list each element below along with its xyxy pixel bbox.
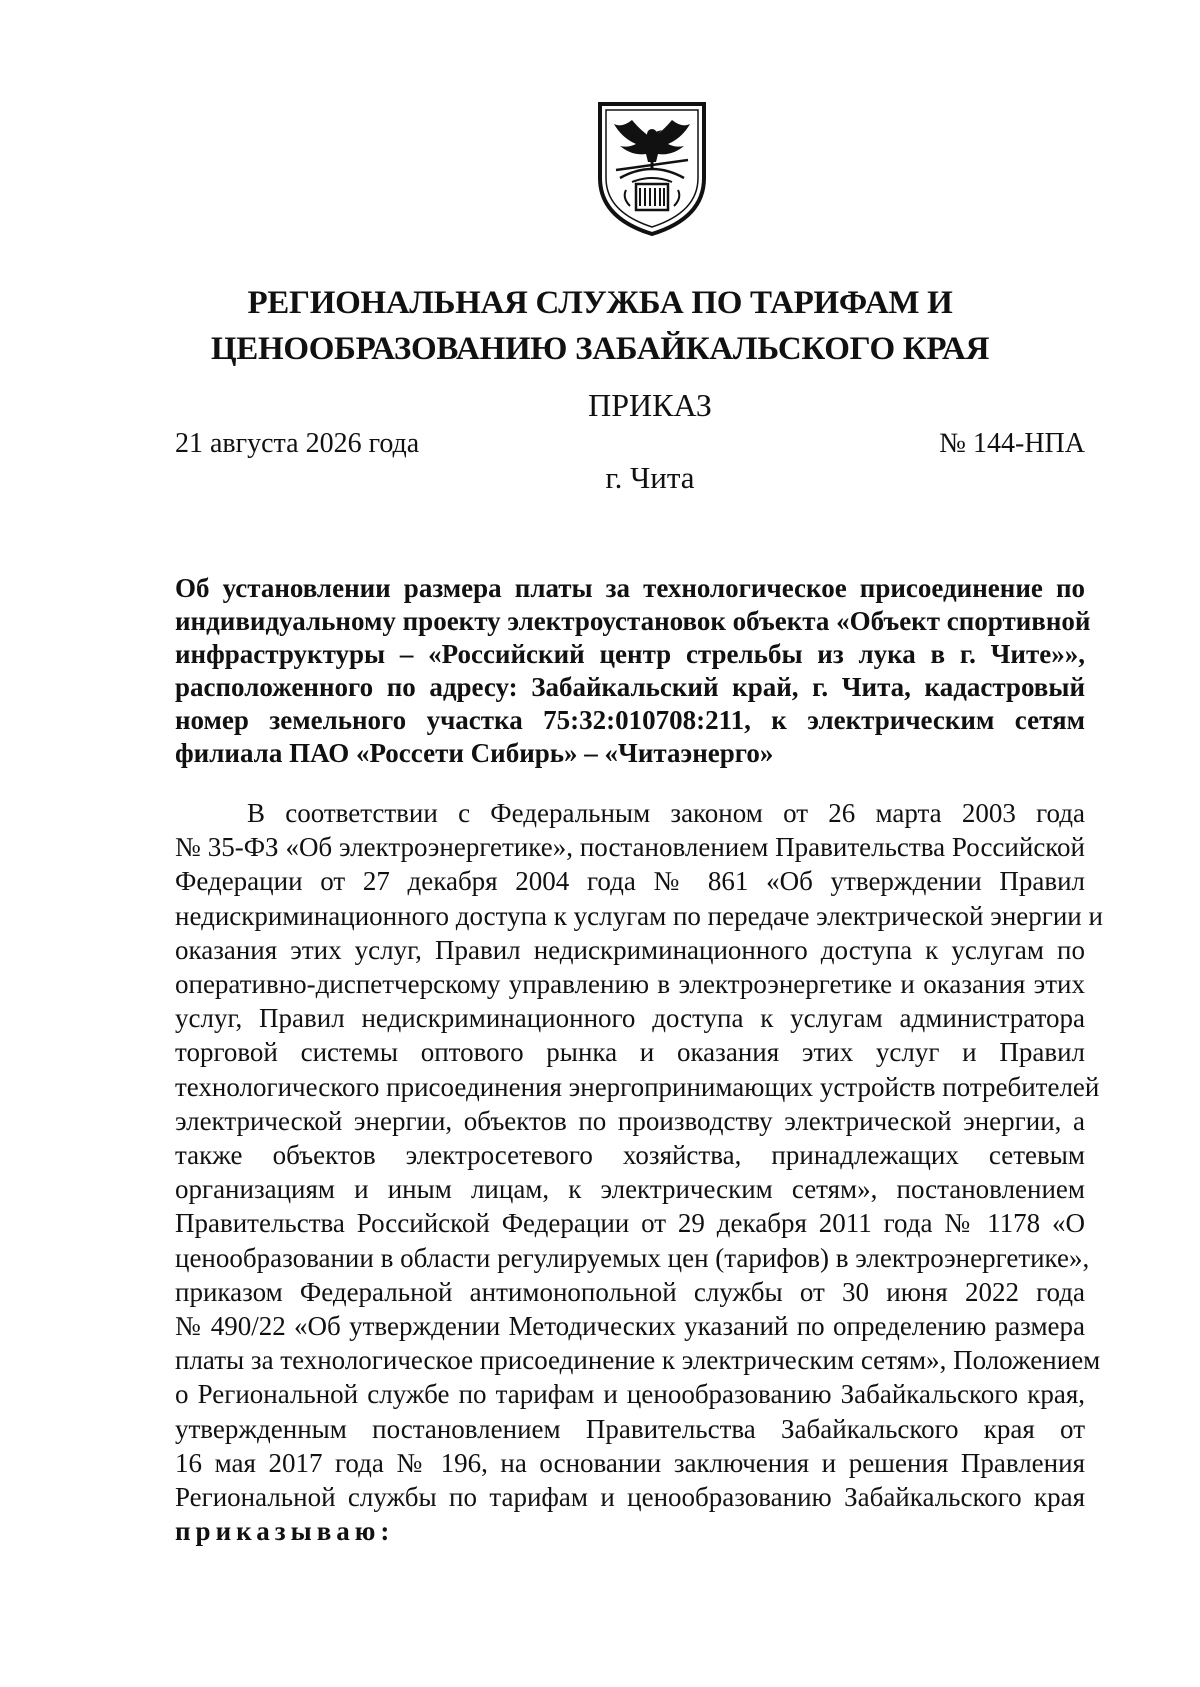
body-line: оказания этих услуг, Правил недискриминационного доступа к услугам по bbox=[175, 934, 1085, 965]
organization-title-line-2: ЦЕНООБРАЗОВАНИЮ ЗАБАЙКАЛЬСКОГО КРАЯ bbox=[210, 331, 990, 367]
body-line: платы за технологическое присоединение к электрическим сетям», Положением bbox=[175, 1345, 1101, 1376]
body-line: ценообразовании в области регулируемых цен (тарифов) в электроэнергетике», bbox=[175, 1242, 1090, 1273]
body-line: о Региональной службе по тарифам и ценообразованию Забайкальского края, bbox=[175, 1379, 1085, 1410]
subject-line: Об установлении размера платы за технологическое присоединение по bbox=[175, 573, 1085, 603]
body-line: Федерации от 27 декабря 2004 года № 861 «Об утверждении Правил bbox=[175, 866, 1085, 897]
body-line: организациям и иным лицам, к электрическим сетям», постановлением bbox=[175, 1174, 1085, 1205]
document-type: ПРИКАЗ bbox=[588, 387, 712, 423]
body-line: электрической энергии, объектов по производству электрической энергии, а bbox=[175, 1105, 1085, 1136]
body-line: № 490/22 «Об утверждении Методических указаний по определению размера bbox=[175, 1311, 1085, 1342]
body-line: технологического присоединения энергопринимающих устройств потребителей bbox=[175, 1071, 1100, 1102]
body-line: Региональной службы по тарифам и ценообразованию Забайкальского края bbox=[175, 1482, 1085, 1513]
body-line: недискриминационного доступа к услугам по передаче электрической энергии и bbox=[175, 900, 1103, 931]
body-line: услуг, Правил недискриминационного доступа к услугам администратора bbox=[175, 1003, 1085, 1034]
document-date: 21 августа 2026 года bbox=[175, 428, 420, 459]
subject-line: номер земельного участка 75:32:010708:211, к электрическим сетям bbox=[175, 705, 1085, 735]
document-number: № 144-НПА bbox=[939, 428, 1085, 459]
subject-line: филиала ПАО «Россети Сибирь» – «Читаэнерго» bbox=[175, 738, 774, 768]
subject-line: инфраструктуры – «Российский центр стрельбы из лука в г. Чите»», bbox=[175, 639, 1085, 669]
body-line: приказом Федеральной антимонопольной службы от 30 июня 2022 года bbox=[175, 1276, 1085, 1307]
subject-line: индивидуальному проекту электроустановок объекта «Объект спортивной bbox=[175, 606, 1091, 636]
organization-title-line-1: РЕГИОНАЛЬНАЯ СЛУЖБА ПО ТАРИФАМ И bbox=[247, 285, 953, 321]
body-line: В соответствии с Федеральным законом от 26 марта 2003 года bbox=[247, 798, 1085, 828]
body-line: Правительства Российской Федерации от 29 декабря 2011 года № 1178 «О bbox=[175, 1208, 1085, 1239]
body-line: № 35-ФЗ «Об электроэнергетике», постановлением Правительства Российской bbox=[175, 832, 1085, 863]
body-line: оперативно-диспетчерскому управлению в электроэнергетике и оказания этих bbox=[175, 969, 1085, 1000]
body-line: торговой системы оптового рынка и оказания этих услуг и Правил bbox=[175, 1037, 1085, 1068]
coat-of-arms-icon bbox=[592, 98, 712, 238]
body-line: утвержденным постановлением Правительства Забайкальского края от bbox=[175, 1413, 1085, 1444]
document-city: г. Чита bbox=[605, 460, 695, 495]
body-line: также объектов электросетевого хозяйства, принадлежащих сетевым bbox=[175, 1140, 1085, 1171]
body-line: 16 мая 2017 года № 196, на основании заключения и решения Правления bbox=[175, 1447, 1085, 1478]
order-word-line bbox=[175, 1514, 1085, 1548]
document-body bbox=[175, 796, 1103, 1548]
subject-line: расположенного по адресу: Забайкальский край, г. Чита, кадастровый bbox=[175, 672, 1085, 702]
order-word: приказываю: bbox=[175, 1516, 395, 1547]
document-subject bbox=[175, 572, 1091, 770]
organization-title bbox=[180, 280, 1020, 372]
